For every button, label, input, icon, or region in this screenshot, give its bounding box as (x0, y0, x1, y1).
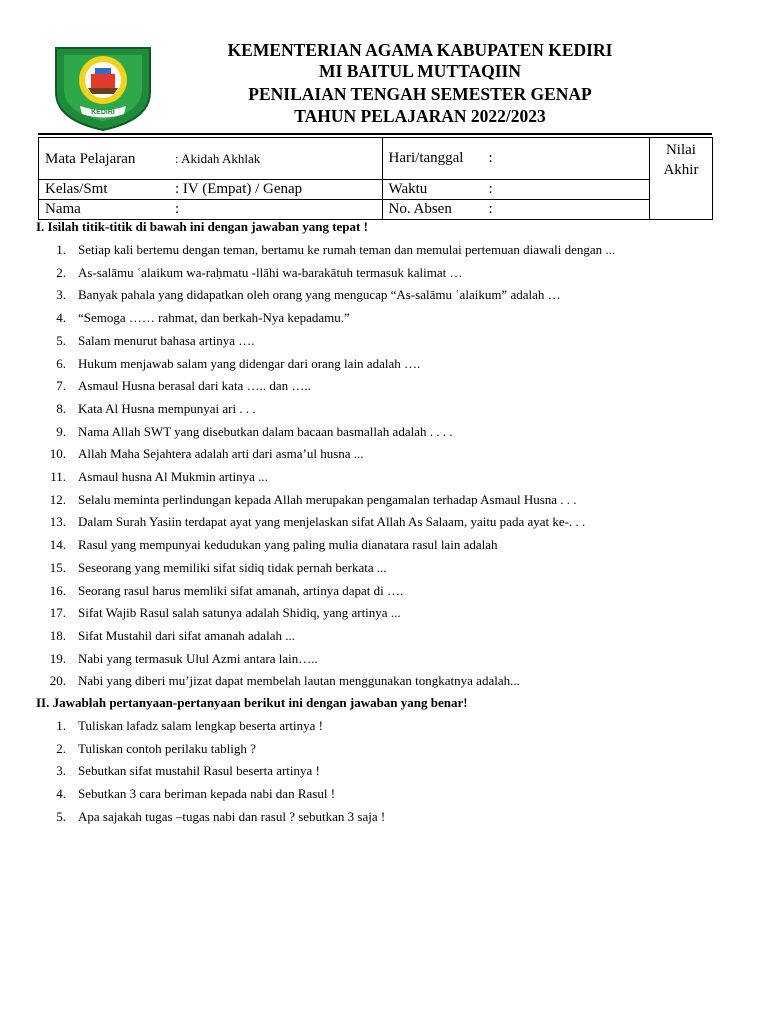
question-number: 1. (56, 718, 66, 733)
question-text: Rasul yang mempunyai kedudukan yang paling mulia dianatara rasul lain adalah (78, 537, 498, 553)
question-number: 1. (56, 242, 66, 257)
question-number: 10. (49, 446, 66, 462)
question-text: Asmaul Husna berasal dari kata ….. dan ….. (78, 378, 311, 394)
question-number: 14. (49, 537, 66, 553)
question-text: Sifat Mustahil dari sifat amanah adalah ... (78, 627, 295, 643)
question-number: 4. (56, 786, 66, 802)
question-text: Sifat Wajib Rasul salah satunya adalah Shidiq, yang artinya ... (78, 605, 401, 621)
question-text: Seorang rasul harus memliki sifat amanah, artinya dapat di …. (78, 582, 404, 598)
question-number: 12. (49, 491, 66, 507)
question-number: 19. (49, 650, 66, 666)
question-number: 6. (56, 355, 66, 371)
student-info-table (38, 137, 713, 220)
question-text: “Semoga …… rahmat, dan berkah-Nya kepadamu.” (78, 310, 350, 326)
question-text: Setiap kali bertemu dengan teman, bertamu ke rumah teman dan memulai pertemuan diawali dengan ... (78, 242, 616, 257)
question-text: Dalam Surah Yasiin terdapat ayat yang menjelaskan sifat Allah As Salaam, yaitu pada ayat ke-. . . (78, 514, 586, 530)
question-text: Nabi yang termasuk Ulul Azmi antara lain….. (78, 650, 318, 666)
class-label: Kelas/Smt (45, 181, 108, 197)
section-2-title: II. Jawablah pertanyaan-pertanyaan berikut ini dengan jawaban yang benar! (36, 695, 468, 710)
question-number: 18. (49, 627, 66, 643)
header-year: TAHUN PELAJARAN 2022/2023 (294, 106, 546, 126)
question-number: 9. (56, 423, 66, 439)
question-number: 13. (49, 514, 66, 530)
question-number: 3. (56, 287, 66, 303)
question-number: 2. (56, 740, 66, 756)
question-number: 11. (50, 469, 66, 484)
question-text: Nabi yang diberi mu’jizat dapat membelah lautan menggunakan tongkatnya adalah... (78, 673, 520, 689)
question-text: Tuliskan contoh perilaku tabligh ? (78, 740, 256, 756)
question-text: Seseorang yang memiliki sifat sidiq tidak pernah berkata ... (78, 559, 387, 575)
question-text: Apa sajakah tugas –tugas nabi dan rasul ? sebutkan 3 saja ! (78, 808, 386, 824)
header-school: MI BAITUL MUTTAQIIN (319, 61, 521, 81)
header-divider (38, 133, 712, 135)
question-number: 7. (56, 378, 66, 394)
subject-label: Mata Pelajaran (45, 150, 136, 167)
date-value: : (488, 150, 493, 166)
question-number: 5. (56, 808, 66, 824)
question-text: Nama Allah SWT yang disebutkan dalam bacaan basmallah adalah . . . . (78, 423, 453, 439)
absence-number-value: : (488, 201, 493, 217)
date-label: Hari/tanggal (388, 150, 464, 166)
kemenag-logo (50, 42, 156, 132)
question-number: 5. (56, 332, 66, 348)
header-exam: PENILAIAN TENGAH SEMESTER GENAP (248, 84, 592, 104)
absence-number-label: No. Absen (388, 201, 452, 217)
question-text: Kata Al Husna mempunyai ari . . . (78, 400, 256, 416)
question-number: 2. (56, 264, 66, 280)
question-number: 3. (56, 763, 66, 779)
question-text: Asmaul husna Al Mukmin artinya ... (78, 469, 268, 484)
question-text: Allah Maha Sejahtera adalah arti dari asma’ul husna ... (78, 446, 364, 462)
question-number: 20. (49, 673, 66, 689)
question-text: Salam menurut bahasa artinya …. (78, 332, 255, 348)
subject-value: : Akidah Akhlak (175, 150, 261, 166)
question-text: Sebutkan 3 cara beriman kepada nabi dan Rasul ! (78, 786, 336, 802)
question-text: As-salāmu ʿalaikum wa-raḥmatu -llāhi wa-barakātuh termasuk kalimat … (78, 264, 463, 280)
question-text: Tuliskan lafadz salam lengkap beserta artinya ! (78, 718, 323, 733)
final-score-cell (649, 138, 712, 220)
name-value: : (175, 201, 180, 217)
question-number: 4. (56, 310, 66, 326)
class-value: : IV (Empat) / Genap (175, 181, 303, 197)
question-text: Selalu meminta perlindungan kepada Allah merupakan pengamalan terhadap Asmaul Husna . . . (78, 491, 577, 507)
question-number: 17. (49, 605, 66, 621)
name-label: Nama (45, 201, 81, 217)
question-number: 16. (49, 582, 66, 598)
question-text: Banyak pahala yang didapatkan oleh orang yang mengucap “As-salāmu ʿalaikum” adalah … (78, 287, 561, 303)
question-text: Sebutkan sifat mustahil Rasul beserta artinya ! (78, 763, 320, 779)
section-1-title: I. Isilah titik-titik di bawah ini dengan jawaban yang tepat ! (36, 219, 368, 234)
final-score-label: Nilai Akhir (663, 142, 699, 178)
time-value: : (488, 181, 493, 197)
header-ministry: KEMENTERIAN AGAMA KABUPATEN KEDIRI (227, 40, 613, 60)
svg-text:KEDIRI: KEDIRI (91, 109, 115, 116)
question-text: Hukum menjawab salam yang didengar dari orang lain adalah …. (78, 355, 421, 371)
question-number: 8. (56, 400, 66, 416)
time-label: Waktu (388, 181, 428, 197)
question-number: 15. (49, 559, 66, 575)
